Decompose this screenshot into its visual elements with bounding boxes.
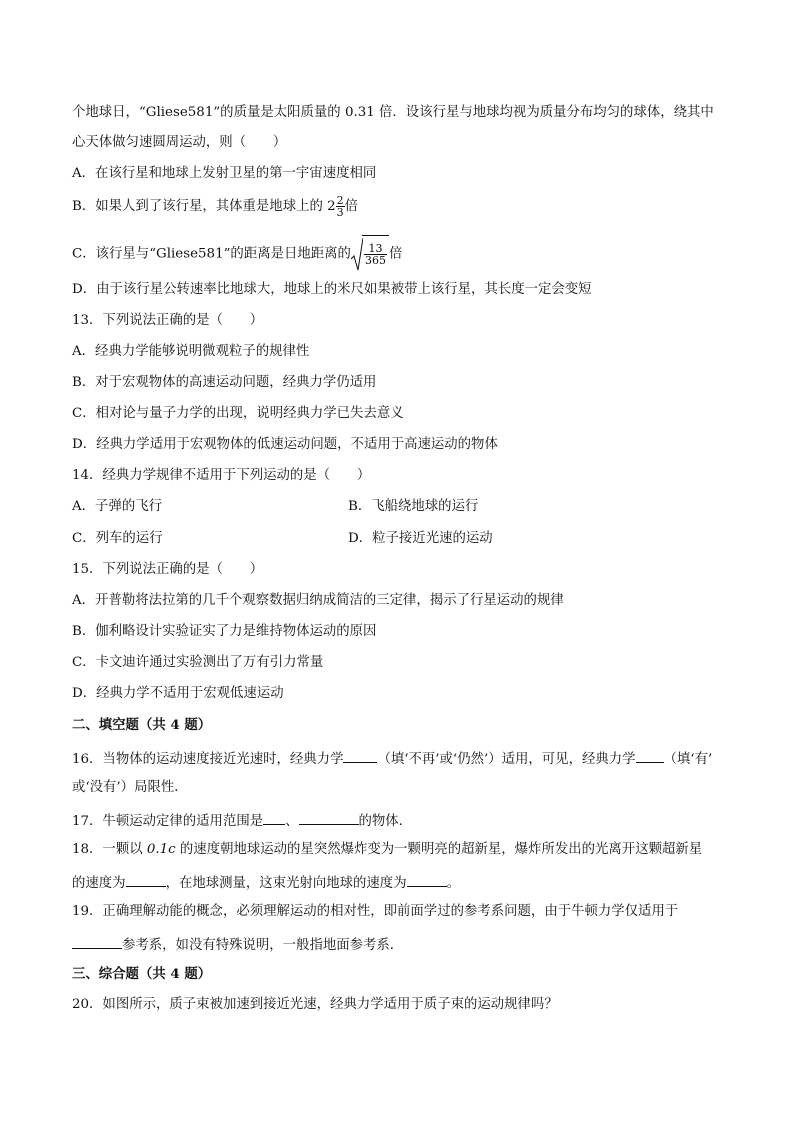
q17-text-b: 、 (285, 814, 299, 829)
q17-blank-1[interactable] (263, 810, 285, 825)
fraction-denominator: 3 (336, 206, 344, 219)
q12-option-b-suffix: 倍 (344, 199, 359, 214)
q12-stem-line2: 心天体做匀速圆周运动，则（ ） (72, 135, 287, 150)
q18-blank-2[interactable] (407, 872, 447, 887)
q12-option-c-text: C．该行星与“Gliese581”的距离是日地距离的 (72, 246, 351, 262)
q18-line2 (72, 872, 460, 893)
q12-option-c-suffix: 倍 (388, 246, 403, 262)
q18-speed-value: 0.1c (146, 842, 176, 857)
q18-blank-1[interactable] (126, 872, 166, 887)
q17-text-c: 的物体． (358, 814, 413, 829)
q15-stem: 15．下列说法正确的是（ ） (72, 562, 264, 577)
q12-option-d: D．由于该行星公转速率比地球大，地球上的米尺如果被带上该行星，其长度一定会变短 (72, 282, 592, 297)
q12-stem-line1: 个地球日，“Gliese581”的质量是太阳质量的 0.31 倍．设该行星与地球均视为质量分布均匀的球体，绕其中 (72, 105, 714, 120)
q14-option-d: D．粒子接近光速的运动 (348, 531, 493, 546)
q15-option-d: D．经典力学不适用于宏观低速运动 (72, 686, 284, 701)
q12-option-c (72, 235, 402, 273)
section-fill-in-heading: 二、填空题（共 4 题） (72, 717, 212, 733)
q13-option-c: C．相对论与量子力学的出现，说明经典力学已失去意义 (72, 406, 404, 421)
q12-option-a: A．在该行星和地球上发射卫星的第一宇宙速度相同 (72, 166, 377, 181)
q16-text-b: （填‘不再’或‘仍然’）适用，可见，经典力学 (377, 752, 636, 767)
section-comprehensive-heading: 三、综合题（共 4 题） (72, 966, 212, 982)
q15-option-a: A．开普勒将法拉第的几千个观察数据归纳成简洁的三定律，揭示了行星运动的规律 (72, 593, 564, 608)
q13-option-b: B．对于宏观物体的高速运动问题，经典力学仍适用 (72, 375, 377, 390)
q16-blank-2[interactable] (636, 748, 664, 763)
q15-option-b: B．伽利略设计实验证实了力是维持物体运动的原因 (72, 624, 377, 639)
q16-blank-1[interactable] (343, 748, 377, 763)
q16-line1 (72, 748, 712, 769)
q19-blank-1[interactable] (72, 934, 122, 949)
q14-option-a: A．子弹的飞行 (72, 499, 163, 514)
q13-option-a: A．经典力学能够说明微观粒子的规律性 (72, 344, 310, 359)
q13-option-d: D．经典力学适用于宏观物体的低速运动问题，不适用于高速运动的物体 (72, 437, 498, 452)
q18-text-a: 18．一颗以 (72, 842, 147, 857)
q19-line2 (72, 934, 403, 955)
q16-text-c: （填‘有’ (663, 752, 713, 767)
q14-options-row2 (72, 530, 163, 548)
fraction-denominator: 365 (364, 254, 386, 267)
q18-line1 (72, 841, 702, 859)
q15-option-c: C．卡文迪许通过实验测出了万有引力常量 (72, 655, 324, 670)
q14-option-b: B．飞船绕地球的运行 (348, 499, 479, 514)
mixed-fraction (336, 195, 345, 218)
fraction-numerator: 2 (336, 194, 344, 207)
q16-line2: 或‘没有’）局限性． (72, 780, 188, 795)
q12-option-b-text: B．如果人到了该行星，其体重是地球上的 2 (72, 199, 336, 214)
q16-text-a: 16．当物体的运动速度接近光速时，经典力学 (72, 752, 344, 767)
q18-text-e: 。 (446, 876, 460, 891)
q17 (72, 810, 412, 831)
square-root (351, 235, 389, 273)
q14-option-c: C．列车的运行 (72, 531, 163, 546)
q13-stem: 13．下列说法正确的是（ ） (72, 313, 264, 328)
q18-text-d: ，在地球测量，这束光射向地球的速度为 (165, 876, 407, 891)
q20-stem: 20．如图所示，质子束被加速到接近光速，经典力学适用于质子束的运动规律吗？ (72, 997, 558, 1012)
q19-text-b: 参考系，如没有特殊说明，一般指地面参考系． (122, 938, 404, 953)
radical-fraction (364, 243, 387, 266)
q17-blank-2[interactable] (299, 810, 359, 825)
fraction-numerator: 13 (364, 243, 387, 255)
q14-stem: 14．经典力学规律不适用于下列运动的是（ ） (72, 468, 371, 483)
q18-text-b: 的速度朝地球运动的星突然爆炸变为一颗明亮的超新星，爆炸所发出的光离开这颗超新星 (175, 842, 703, 857)
q17-text-a: 17．牛顿运动定律的适用范围是 (72, 814, 264, 829)
q12-option-b (72, 192, 358, 222)
q14-options-row1 (72, 498, 162, 516)
q19-line1: 19．正确理解动能的概念，必须理解运动的相对性，即前面学过的参考系问题，由于牛顿力学仅适用于 (72, 904, 679, 919)
q18-text-c: 的速度为 (72, 876, 126, 891)
